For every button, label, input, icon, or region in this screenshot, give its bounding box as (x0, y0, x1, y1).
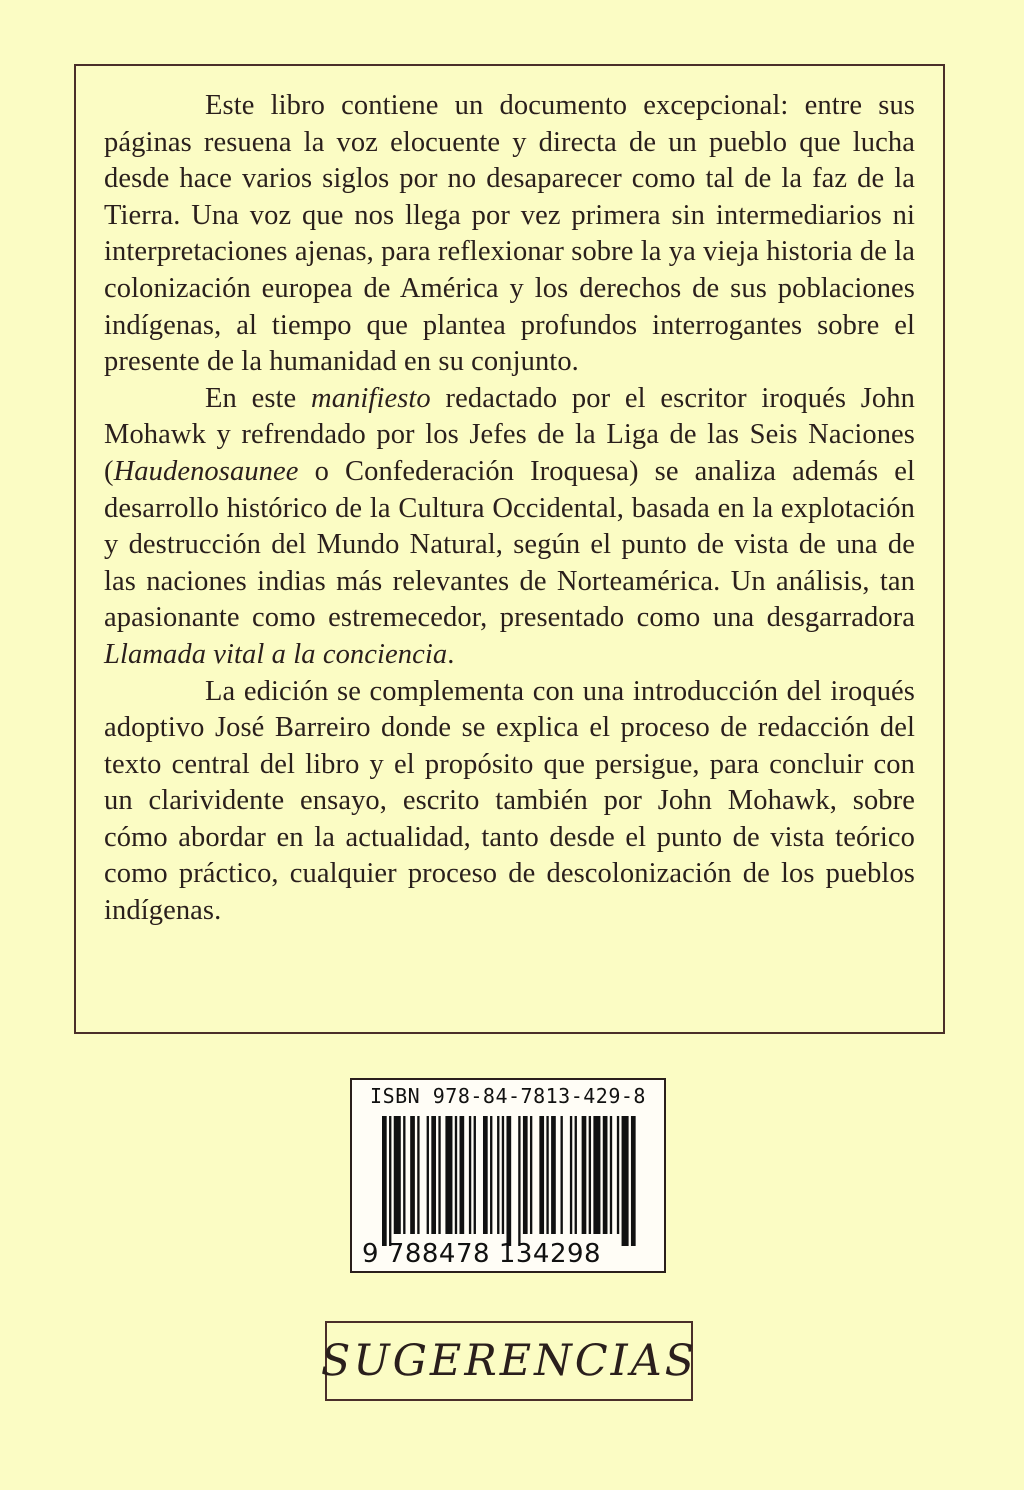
barcode-bar (502, 1116, 504, 1234)
blurb-p2-text-b: redactado por el escritor iroqués John Mohawk y refrendado por los Jefes de la Liga de las Seis Naciones ( (104, 382, 915, 487)
blurb-p2-text-d: . (447, 638, 455, 670)
barcode-bar (575, 1116, 577, 1234)
blurb-p2-italic-llamada: Llamada vital a la conciencia (104, 638, 448, 670)
barcode-bar (483, 1116, 488, 1234)
barcode-bar (593, 1116, 600, 1234)
barcode-bar (403, 1116, 405, 1234)
barcode-bar (603, 1116, 608, 1234)
blurb-p2-text-c: o Confederación Iroquesa) se analiza además el desarrollo histórico de la Cultura Occidental, basada en la explotación y destrucción del Mundo Natural, según el punto de vista de una de las naciones indias más relevantes de Norteamérica. Un análisis, tan apasionante como estremecedor, presentado como una desgarradora (104, 455, 915, 634)
barcode-bar (523, 1116, 528, 1234)
blurb-p2-italic-haudenosaunee: Haudenosaunee (113, 455, 299, 487)
barcode-bar (427, 1116, 429, 1234)
blurb-p2-italic-manifiesto: manifiesto (311, 382, 431, 414)
blurb-paragraph-2 (104, 381, 915, 674)
barcode-bar (561, 1116, 563, 1234)
barcode-bar (530, 1116, 532, 1234)
barcode-bar (506, 1116, 511, 1246)
series-label: SUGERENCIAS (320, 1336, 698, 1386)
barcode-bar (631, 1116, 636, 1246)
barcode-bar (410, 1116, 415, 1234)
barcode-bar (518, 1116, 520, 1246)
isbn-barcode-box (350, 1078, 666, 1273)
barcode-bar (539, 1116, 544, 1234)
barcode-bar (497, 1116, 499, 1234)
barcode-bar (455, 1116, 457, 1234)
blurb-frame (74, 64, 945, 1034)
blurb-paragraph-1: Este libro contiene un documento excepcional: entre sus páginas resuena la voz elocuente y directa de un pueblo que lucha desde hace varios siglos por no desaparecer como tal de la faz de la Tierra. Una voz que nos llega por vez primera sin intermediarios ni interpretaciones ajenas, para reflexionar sobre la ya vieja historia de la colonización europea de América y los derechos de sus poblaciones indígenas, al tiempo que plantea profundos interrogantes sobre el presente de la humanidad en su conjunto. (104, 90, 915, 378)
barcode-bar (582, 1116, 587, 1234)
barcode-bar (490, 1116, 492, 1234)
barcode-bar (438, 1116, 440, 1234)
barcode-icon (382, 1116, 638, 1246)
barcode-bar (474, 1116, 476, 1234)
barcode-bar (394, 1116, 401, 1234)
barcode-bar (460, 1116, 465, 1234)
barcode-bar (469, 1116, 471, 1234)
barcode-bar (610, 1116, 612, 1234)
barcode-bar (431, 1116, 436, 1234)
blurb-paragraph-3: La edición se complementa con una introducción del iroqués adoptivo José Barreiro donde se explica el proceso de redacción del texto central del libro y el propósito que persigue, para concluir con un clarividente ensayo, escrito también por John Mohawk, sobre cómo abordar en la actualidad, tanto desde el punto de vista teórico como práctico, cualquier proceso de descolonización de los pueblos indígenas. (104, 675, 915, 927)
barcode-bar (389, 1116, 391, 1246)
barcode-digits: 9 788478 134298 (362, 1239, 602, 1269)
barcode-bar (589, 1116, 591, 1234)
barcode-bar (570, 1116, 572, 1234)
blurb-p2-text-a: En este (205, 382, 312, 414)
barcode-bar (546, 1116, 548, 1234)
barcode-bar (382, 1116, 387, 1246)
barcode-bar (617, 1116, 619, 1234)
isbn-label: ISBN 978-84-7813-429-8 (370, 1084, 646, 1108)
barcode-bar (622, 1116, 629, 1246)
barcode-bar (417, 1116, 419, 1234)
barcode-bar (445, 1116, 452, 1234)
series-box (320, 1321, 698, 1401)
barcode-bar (551, 1116, 556, 1234)
